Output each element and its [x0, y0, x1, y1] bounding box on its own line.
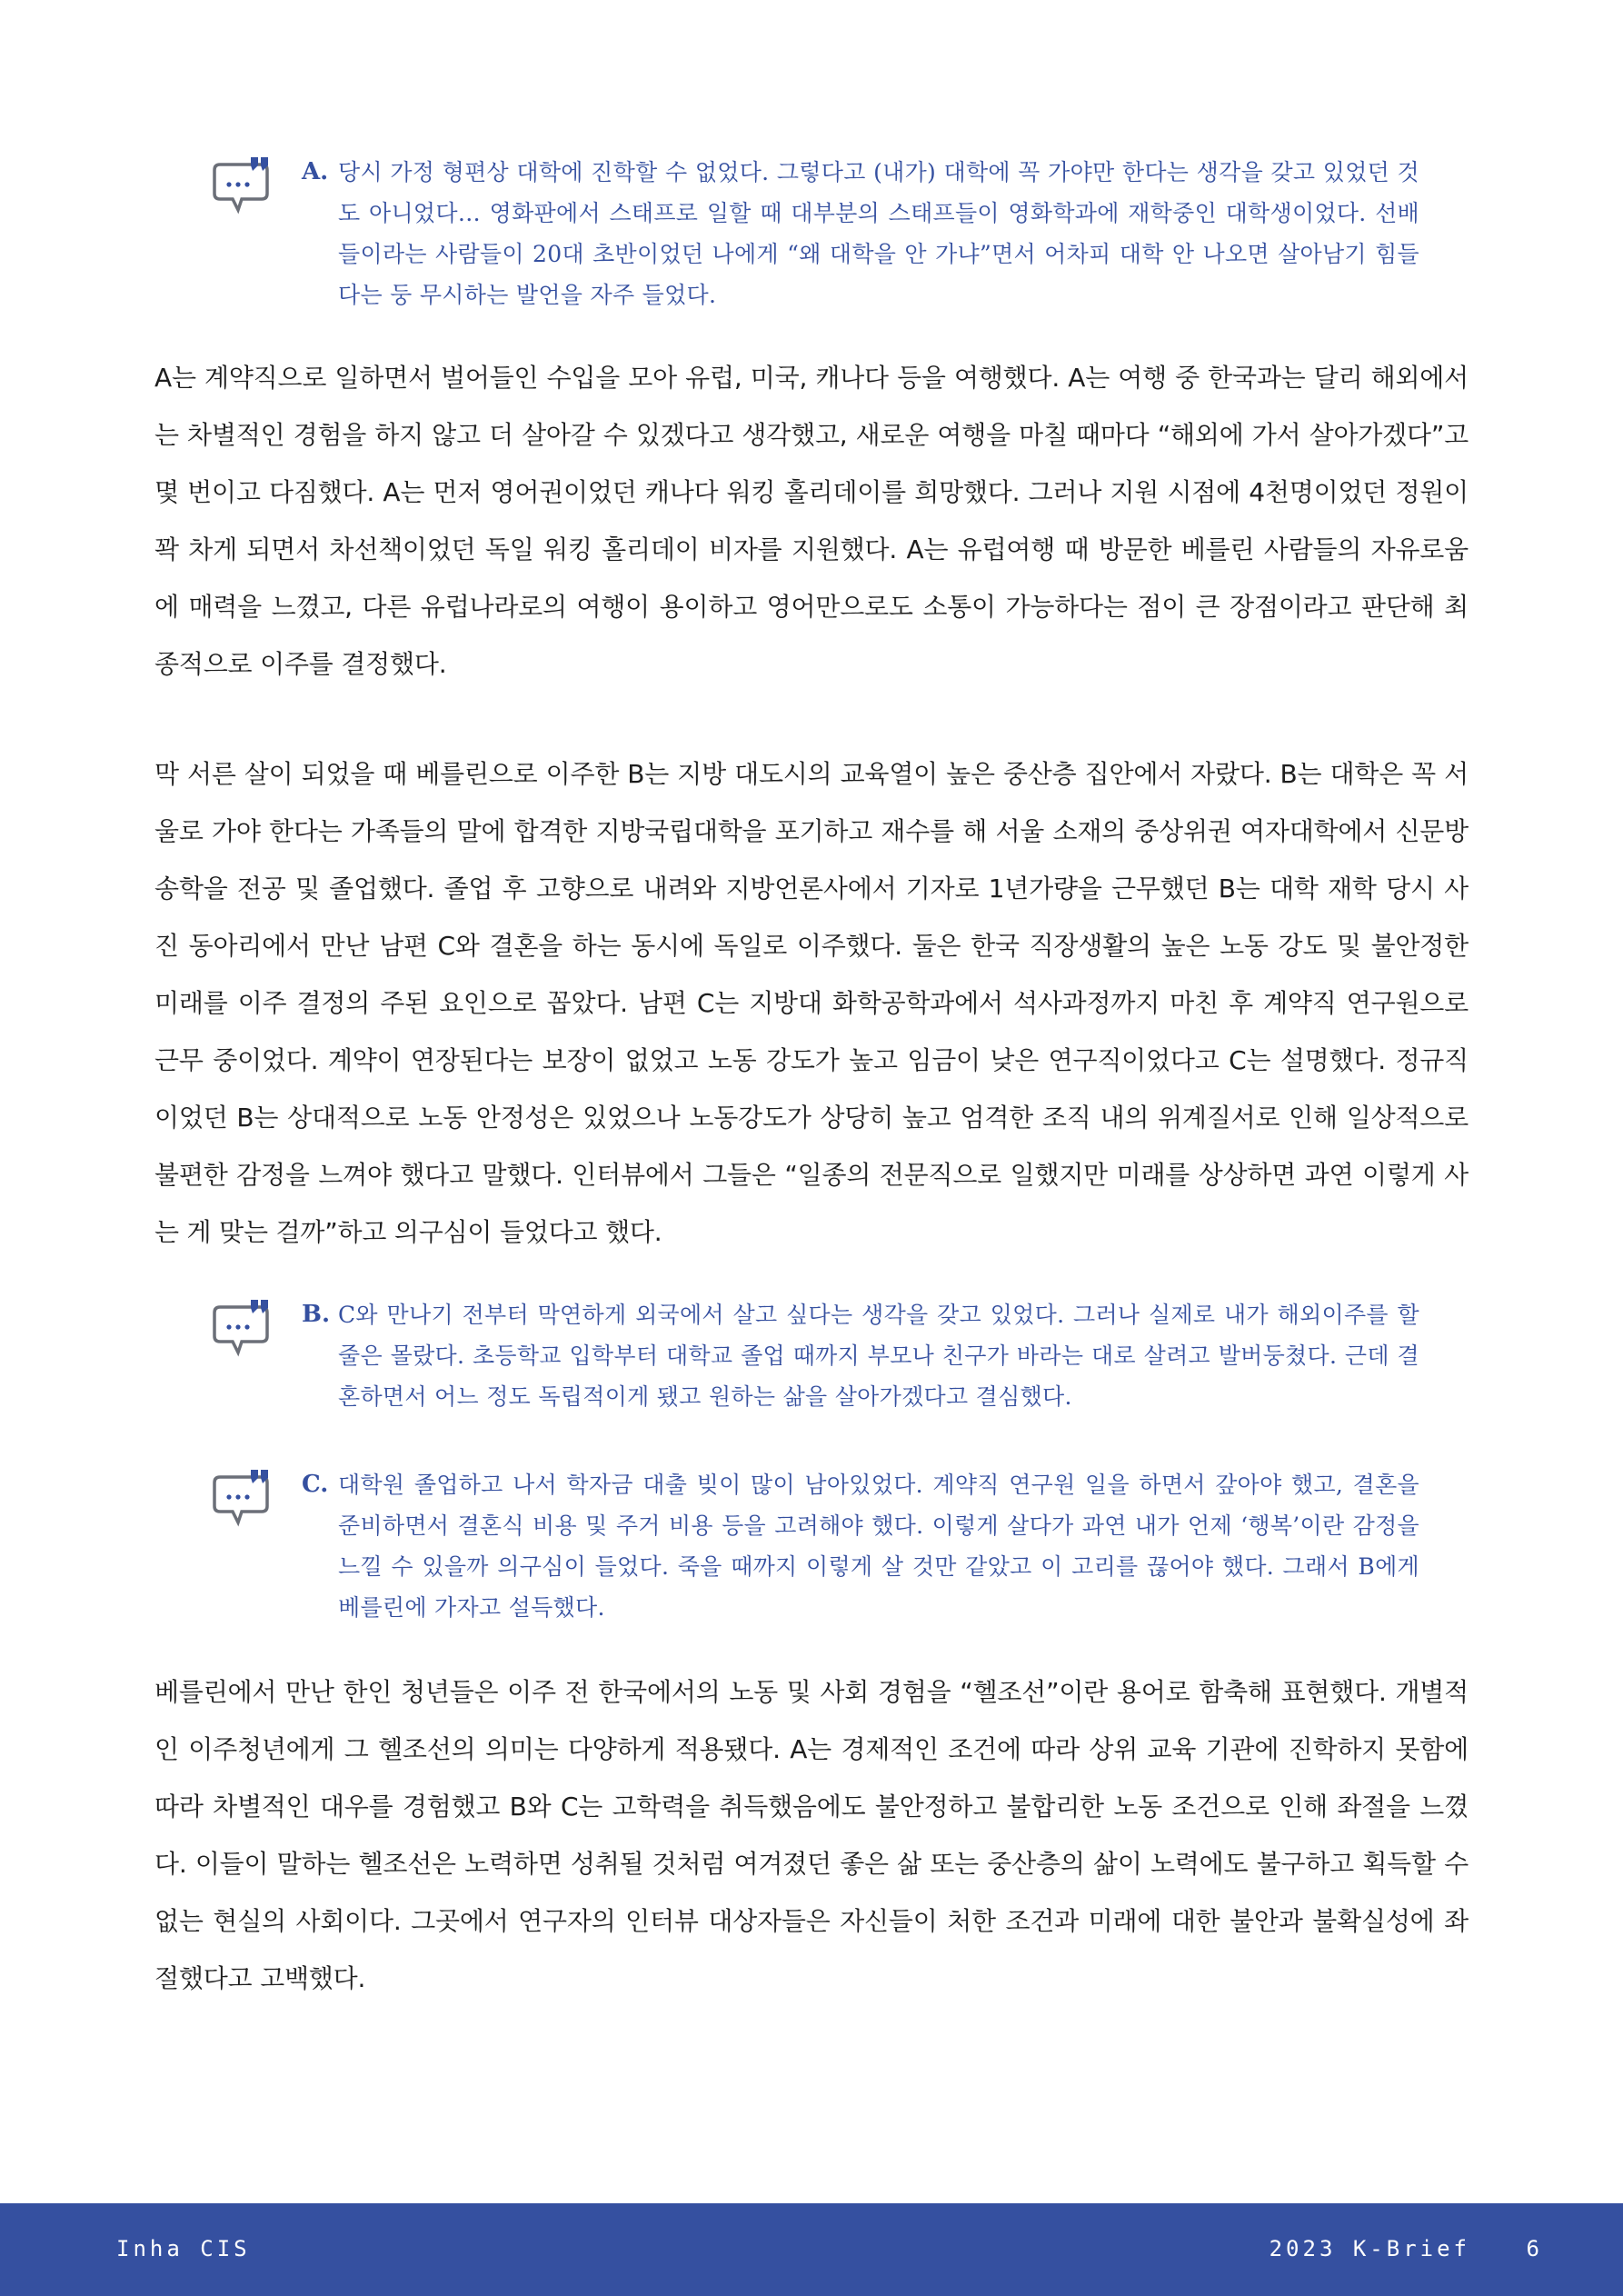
- quote-label: B.: [302, 1301, 331, 1328]
- body-paragraph-3: 베를린에서 만난 한인 청년들은 이주 전 한국에서의 노동 및 사회 경험을 “헬조선”이란 용어로 함축해 표현했다. 개별적인 이주청년에게 그 헬조선의 의미는 다양하게 적용됐다. A는 경제적인 조건에 따라 상위 교육 기관에 진학하지 못함에 따라 차별적인 대우를 경험했고 B와 C는 고학력을 취득했음에도 불안정하고 불합리한 노동 조건으로 인해 좌절을 느꼈다. 이들이 말하는 헬조선은 노력하면 성취될 것처럼 여겨졌던 좋은 삶 또는 중산층의 삶이 노력에도 불구하고 획득할 수 없는 현실의 사회이다. 그곳에서 연구자의 인터뷰 대상자들은 자신들이 처한 조건과 미래에 대한 불안과 불확실성에 좌절했다고 고백했다.: [154, 1677, 1469, 1993]
- page-footer: [0, 2203, 1623, 2296]
- interview-quote-c: [211, 1464, 1419, 1628]
- body-paragraph-1: A는 계약직으로 일하면서 벌어들인 수입을 모아 유럽, 미국, 캐나다 등을 여행했다. A는 여행 중 한국과는 달리 해외에서는 차별적인 경험을 하지 않고 더 살아갈 수 있겠다고 생각했고, 새로운 여행을 마칠 때마다 “해외에 가서 살아가겠다”고 몇 번이고 다짐했다. A는 먼저 영어권이었던 캐나다 워킹 홀리데이를 희망했다. 그러나 지원 시점에 4천명이었던 정원이 꽉 차게 되면서 차선책이었던 독일 워킹 홀리데이 비자를 지원했다. A는 유럽여행 때 방문한 베를린 사람들의 자유로움에 매력을 느꼈고, 다른 유럽나라로의 여행이 용이하고 영어만으로도 소통이 가능하다는 점이 큰 장점이라고 판단해 최종적으로 이주를 결정했다.: [154, 363, 1469, 679]
- quote-text: 당시 가정 형편상 대학에 진학할 수 없었다. 그렇다고 (내가) 대학에 꼭 가야만 한다는 생각을 갖고 있었던 것도 아니었다… 영화판에서 스태프로 일할 때 대부분의 스태프들이 영화학과에 재학중인 대학생이었다. 선배들이라는 사람들이 20대 초반이었던 나에게 “왜 대학을 안 가냐”면서 어차피 대학 안 나오면 살아남기 힘들다는 둥 무시하는 발언을 자주 들었다.: [338, 159, 1419, 308]
- interview-quote-b: [211, 1294, 1419, 1417]
- page-number: 6: [1526, 2236, 1539, 2261]
- footer-publisher: Inha CIS: [116, 2236, 251, 2261]
- quote-label: A.: [302, 158, 329, 185]
- footer-publication: 2023 K-Brief: [1269, 2236, 1470, 2261]
- quote-text: 대학원 졸업하고 나서 학자금 대출 빚이 많이 남아있었다. 계약직 연구원 일을 하면서 갚아야 했고, 결혼을 준비하면서 결혼식 비용 및 주거 비용 등을 고려해야 했다. 이렇게 살다가 과연 내가 언제 ‘행복’이란 감정을 느낄 수 있을까 의구심이 들었다. 죽을 때까지 이렇게 살 것만 같았고 이 고리를 끊어야 했다. 그래서 B에게 베를린에 가자고 설득했다.: [338, 1472, 1419, 1621]
- speech-bubble-quote-icon: [211, 1300, 274, 1360]
- interview-quote-a: [211, 152, 1419, 315]
- speech-bubble-quote-icon: [211, 157, 274, 217]
- body-paragraph-2: 막 서른 살이 되었을 때 베를린으로 이주한 B는 지방 대도시의 교육열이 높은 중산층 집안에서 자랐다. B는 대학은 꼭 서울로 가야 한다는 가족들의 말에 합격한 지방국립대학을 포기하고 재수를 해 서울 소재의 중상위권 여자대학에서 신문방송학을 전공 및 졸업했다. 졸업 후 고향으로 내려와 지방언론사에서 기자로 1년가량을 근무했던 B는 대학 재학 당시 사진 동아리에서 만난 남편 C와 결혼을 하는 동시에 독일로 이주했다. 둘은 한국 직장생활의 높은 노동 강도 및 불안정한 미래를 이주 결정의 주된 요인으로 꼽았다. 남편 C는 지방대 화학공학과에서 석사과정까지 마친 후 계약직 연구원으로 근무 중이었다. 계약이 연장된다는 보장이 없었고 노동 강도가 높고 임금이 낮은 연구직이었다고 C는 설명했다. 정규직이었던 B는 상대적으로 노동 안정성은 있었으나 노동강도가 상당히 높고 엄격한 조직 내의 위계질서로 인해 일상적으로 불편한 감정을 느껴야 했다고 말했다. 인터뷰에서 그들은 “일종의 전문직으로 일했지만 미래를 상상하면 과연 이렇게 사는 게 맞는 걸까”하고 의구심이 들었다고 했다.: [154, 759, 1469, 1247]
- quote-text: C와 만나기 전부터 막연하게 외국에서 살고 싶다는 생각을 갖고 있었다. 그러나 실제로 내가 해외이주를 할 줄은 몰랐다. 초등학교 입학부터 대학교 졸업 때까지 부모나 친구가 바라는 대로 살려고 발버둥쳤다. 근데 결혼하면서 어느 정도 독립적이게 됐고 원하는 삶을 살아가겠다고 결심했다.: [338, 1302, 1419, 1410]
- speech-bubble-quote-icon: [211, 1470, 274, 1530]
- quote-label: C.: [302, 1471, 329, 1498]
